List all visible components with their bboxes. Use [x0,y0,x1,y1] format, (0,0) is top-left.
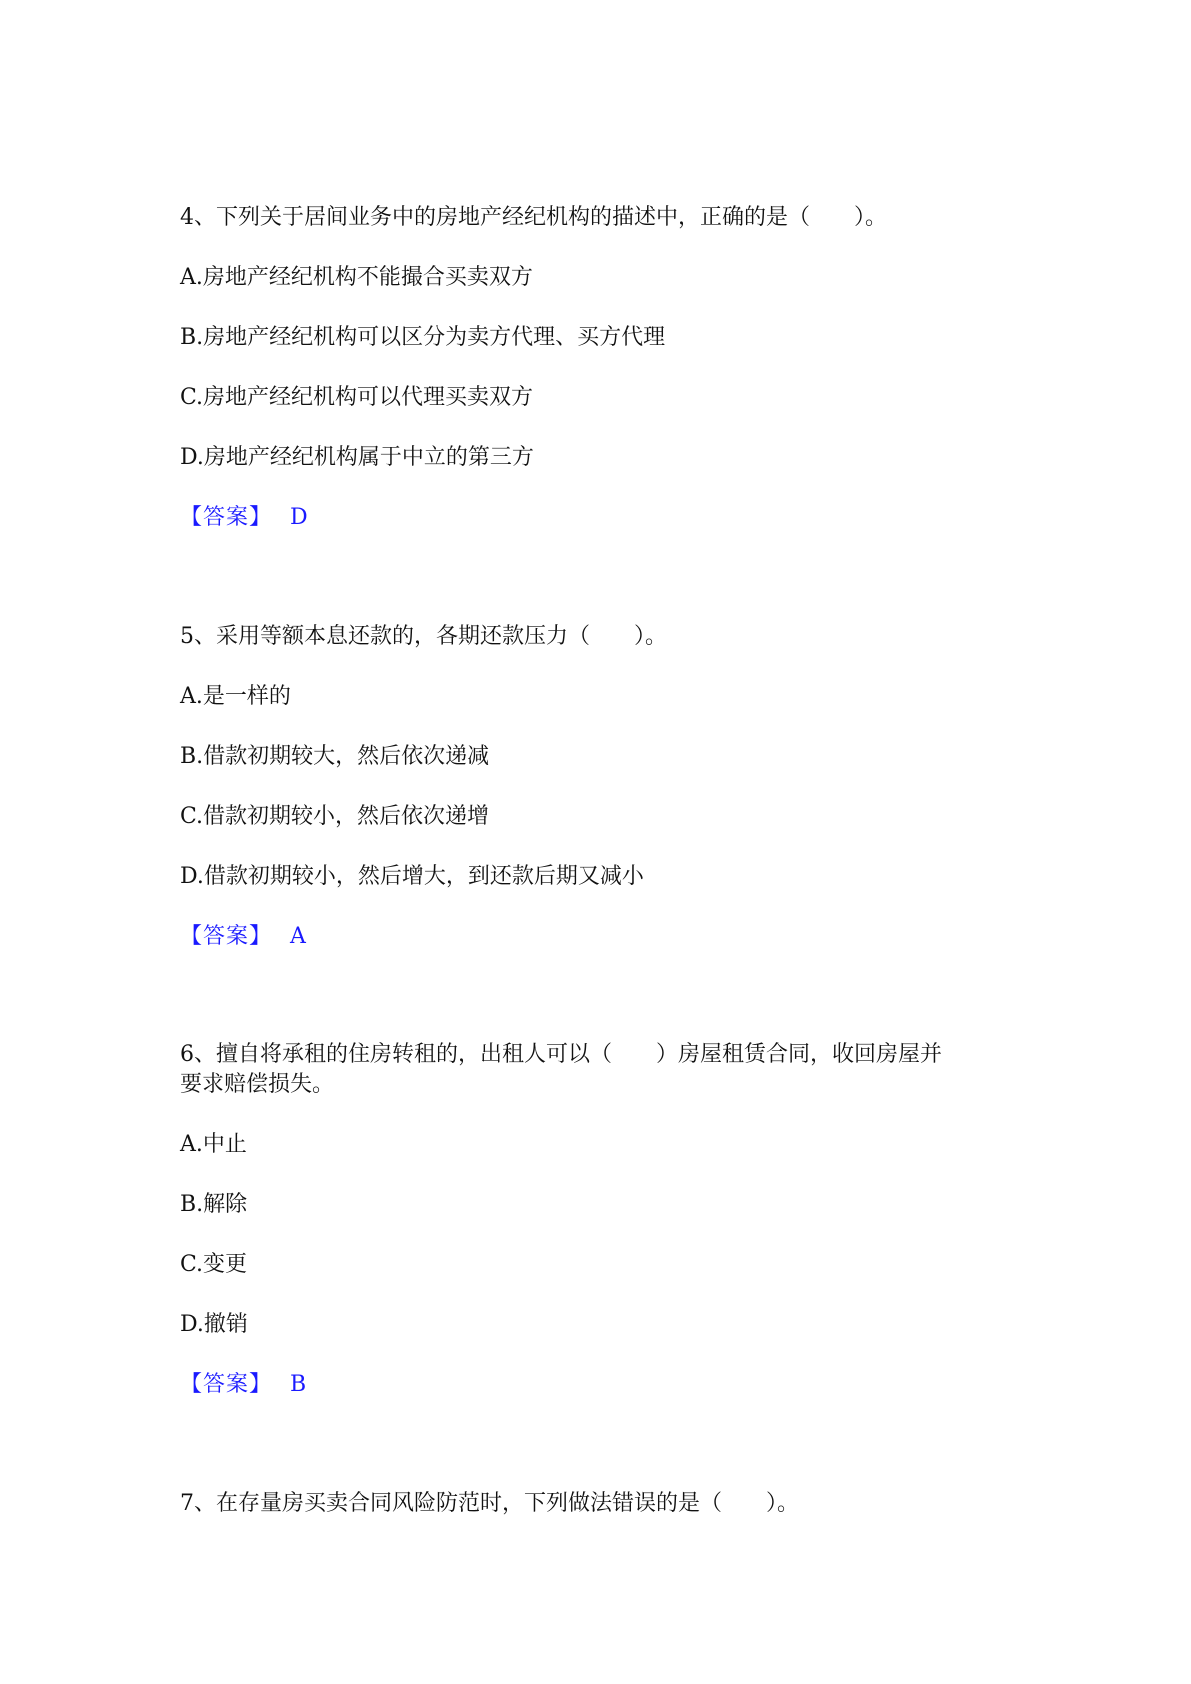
question-6-answer [180,1369,306,1401]
question-5-option-c: C.借款初期较小，然后依次递增 [180,804,490,829]
question-6-stem-line-1: 6、擅自将承租的住房转租的，出租人可以（ ）房屋租赁合同，收回房屋并 [180,1042,942,1067]
answer-label: 【答案】 [180,505,273,530]
answer-value: D [290,505,308,530]
answer-label: 【答案】 [180,924,273,949]
question-6-stem-line-2: 要求赔偿损失。 [180,1072,335,1097]
answer-value: B [290,1372,307,1397]
question-5-answer [180,921,306,953]
answer-value: A [290,924,306,949]
question-5-option-b: B.借款初期较大，然后依次递减 [180,744,490,769]
question-4-option-c: C.房地产经纪机构可以代理买卖双方 [180,385,534,410]
question-6-option-c: C.变更 [180,1252,248,1277]
question-4-option-d: D.房地产经纪机构属于中立的第三方 [180,445,534,470]
question-6-option-d: D.撤销 [180,1312,248,1337]
question-7-stem: 7、在存量房买卖合同风险防范时，下列做法错误的是（ ）。 [180,1491,799,1516]
question-4-answer [180,502,308,534]
question-5-stem: 5、采用等额本息还款的，各期还款压力（ ）。 [180,624,667,649]
question-4-option-b: B.房地产经纪机构可以区分为卖方代理、买方代理 [180,325,666,350]
question-6-option-a: A.中止 [180,1132,247,1157]
question-4-option-a: A.房地产经纪机构不能撮合买卖双方 [180,265,533,290]
answer-label: 【答案】 [180,1372,273,1397]
question-4-stem: 4、下列关于居间业务中的房地产经纪机构的描述中，正确的是（ ）。 [180,205,887,230]
question-5-option-d: D.借款初期较小，然后增大，到还款后期又减小 [180,864,644,889]
question-6-option-b: B.解除 [180,1192,248,1217]
question-5-option-a: A.是一样的 [180,684,291,709]
